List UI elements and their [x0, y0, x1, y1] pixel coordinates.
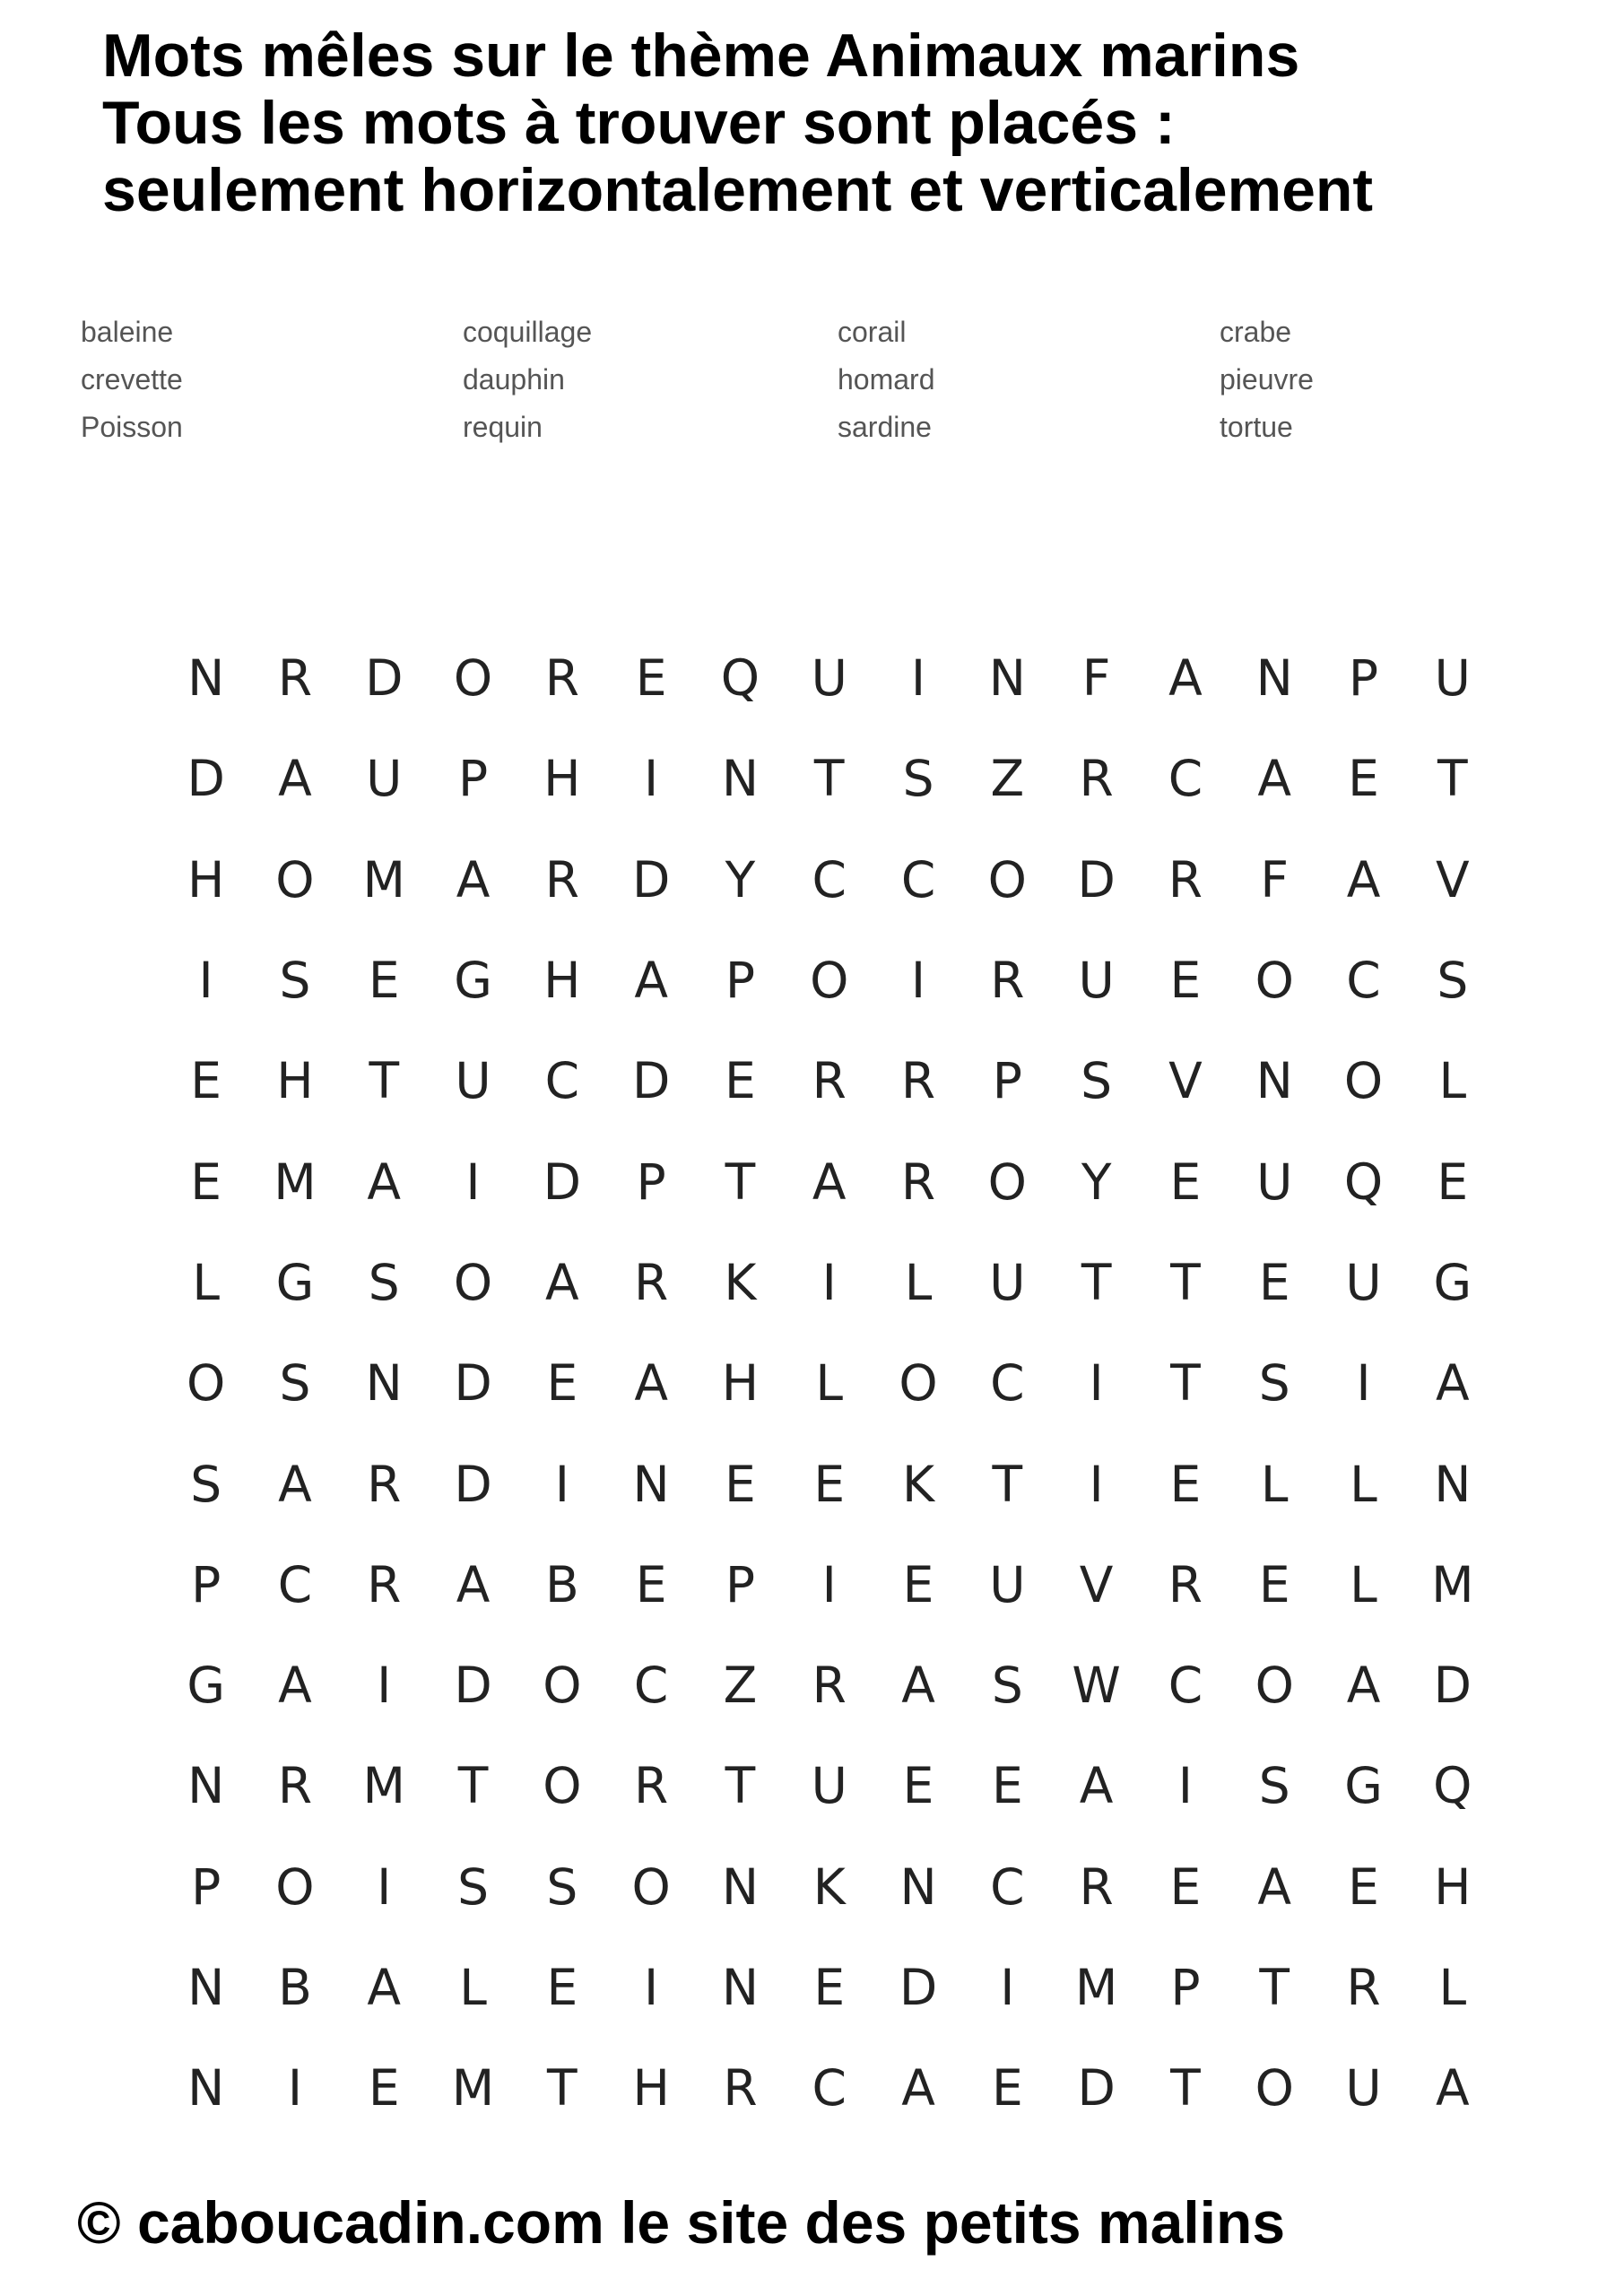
- grid-cell[interactable]: E: [1348, 1857, 1379, 1916]
- grid-cell[interactable]: L: [1438, 1052, 1467, 1110]
- grid-cell[interactable]: D: [454, 1455, 492, 1513]
- grid-cell[interactable]: P: [1348, 649, 1379, 708]
- grid-cell[interactable]: U: [1078, 952, 1115, 1010]
- grid-cell[interactable]: E: [635, 649, 667, 708]
- grid-cell[interactable]: T: [1437, 750, 1468, 808]
- grid-cell[interactable]: T: [369, 1052, 400, 1110]
- grid-cell[interactable]: V: [1168, 1052, 1203, 1110]
- grid-cell[interactable]: E: [1169, 1152, 1202, 1211]
- grid-cell[interactable]: O: [631, 1857, 671, 1916]
- grid-cell[interactable]: E: [1169, 1857, 1202, 1916]
- grid-cell[interactable]: U: [1345, 1253, 1382, 1311]
- grid-cell[interactable]: O: [543, 1757, 582, 1815]
- grid-cell[interactable]: I: [1089, 1455, 1104, 1513]
- grid-cell[interactable]: R: [634, 1757, 669, 1815]
- grid-cell[interactable]: N: [187, 649, 225, 708]
- grid-cell[interactable]: L: [1260, 1455, 1289, 1513]
- grid-cell[interactable]: C: [544, 1052, 580, 1110]
- grid-cell[interactable]: E: [546, 1354, 578, 1413]
- grid-cell[interactable]: N: [187, 1757, 225, 1815]
- grid-cell[interactable]: S: [368, 1253, 400, 1311]
- grid-cell[interactable]: E: [991, 1757, 1023, 1815]
- grid-cell[interactable]: C: [633, 1657, 669, 1715]
- title-line-3: seulement horizontalement et verticalement: [102, 156, 1374, 224]
- grid-cell[interactable]: E: [813, 1455, 846, 1513]
- grid-cell[interactable]: R: [812, 1657, 847, 1715]
- grid-cell[interactable]: D: [899, 1959, 938, 2016]
- grid-cell[interactable]: M: [274, 1152, 317, 1211]
- grid-cell[interactable]: N: [721, 1959, 759, 2016]
- grid-cell[interactable]: R: [1079, 750, 1114, 808]
- grid-cell[interactable]: E: [725, 1455, 756, 1513]
- grid-cell[interactable]: P: [191, 1555, 221, 1613]
- grid-cell[interactable]: E: [635, 1555, 667, 1613]
- grid-cell[interactable]: H: [543, 952, 581, 1010]
- grid-cell[interactable]: E: [725, 1052, 756, 1110]
- word-list-item: coquillage: [463, 316, 593, 348]
- grid-cell[interactable]: A: [278, 1657, 312, 1715]
- grid-cell[interactable]: G: [1344, 1757, 1383, 1815]
- grid-cell[interactable]: E: [546, 1959, 578, 2016]
- grid-cell[interactable]: Z: [990, 750, 1025, 808]
- grid-cell[interactable]: R: [1168, 850, 1203, 909]
- grid-cell[interactable]: A: [278, 750, 312, 808]
- grid-cell[interactable]: H: [543, 750, 581, 808]
- grid-cell[interactable]: D: [1077, 850, 1116, 909]
- grid-cell[interactable]: C: [812, 2059, 847, 2118]
- grid-cell[interactable]: T: [1081, 1253, 1112, 1311]
- grid-cell[interactable]: P: [636, 1152, 666, 1211]
- grid-cell[interactable]: H: [721, 1354, 760, 1413]
- grid-cell[interactable]: U: [455, 1052, 491, 1110]
- grid-cell[interactable]: A: [367, 1959, 402, 2016]
- grid-cell[interactable]: D: [454, 1354, 492, 1413]
- grid-cell[interactable]: A: [1257, 1857, 1292, 1916]
- grid-cell[interactable]: E: [368, 952, 400, 1010]
- grid-cell[interactable]: E: [190, 1052, 222, 1110]
- grid-cell[interactable]: A: [901, 2059, 935, 2118]
- grid-cell[interactable]: O: [543, 1657, 582, 1715]
- grid-cell[interactable]: R: [1346, 1959, 1381, 2016]
- grid-cell[interactable]: S: [457, 1857, 489, 1916]
- grid-cell[interactable]: A: [1168, 649, 1203, 708]
- grid-cell[interactable]: N: [721, 1857, 759, 1916]
- word-list-item: dauphin: [463, 363, 565, 396]
- grid-cell[interactable]: A: [812, 1152, 847, 1211]
- grid-cell[interactable]: D: [631, 850, 671, 909]
- grid-cell[interactable]: R: [367, 1555, 402, 1613]
- grid-cell[interactable]: I: [644, 1959, 659, 2016]
- grid-cell[interactable]: C: [990, 1354, 1025, 1413]
- grid-cell[interactable]: I: [1000, 1959, 1015, 2016]
- grid-cell[interactable]: K: [812, 1857, 846, 1916]
- grid-cell[interactable]: O: [453, 649, 493, 708]
- grid-cell[interactable]: O: [810, 952, 849, 1010]
- grid-cell[interactable]: R: [1079, 1857, 1114, 1916]
- grid-cell[interactable]: Y: [1081, 1152, 1112, 1211]
- grid-cell[interactable]: N: [1255, 1052, 1293, 1110]
- grid-cell[interactable]: E: [813, 1959, 846, 2016]
- grid-cell[interactable]: O: [275, 850, 315, 909]
- grid-cell[interactable]: S: [1437, 952, 1469, 1010]
- grid-cell[interactable]: I: [377, 1857, 392, 1916]
- grid-cell[interactable]: S: [546, 1857, 578, 1916]
- grid-cell[interactable]: L: [1350, 1555, 1377, 1613]
- grid-cell[interactable]: S: [1258, 1354, 1290, 1413]
- grid-cell[interactable]: O: [453, 1253, 493, 1311]
- grid-cell[interactable]: S: [279, 1354, 311, 1413]
- grid-cell[interactable]: D: [1433, 1657, 1472, 1715]
- grid-cell[interactable]: T: [992, 1455, 1023, 1513]
- grid-cell[interactable]: I: [821, 1253, 837, 1311]
- grid-cell[interactable]: I: [198, 952, 213, 1010]
- grid-cell[interactable]: T: [1259, 1959, 1290, 2016]
- word-list-item: crabe: [1220, 316, 1292, 348]
- grid-cell[interactable]: T: [813, 750, 845, 808]
- grid-cell[interactable]: N: [365, 1354, 403, 1413]
- grid-cell[interactable]: H: [1434, 1857, 1472, 1916]
- grid-cell[interactable]: N: [1434, 1455, 1472, 1513]
- grid-cell[interactable]: I: [465, 1152, 481, 1211]
- grid-cell[interactable]: S: [279, 952, 311, 1010]
- grid-cell[interactable]: U: [811, 1757, 847, 1815]
- grid-cell[interactable]: U: [989, 1253, 1026, 1311]
- grid-cell[interactable]: M: [362, 1757, 405, 1815]
- grid-cell[interactable]: E: [368, 2059, 400, 2118]
- grid-cell[interactable]: N: [721, 750, 759, 808]
- grid-cell[interactable]: O: [987, 1152, 1027, 1211]
- grid-cell[interactable]: R: [1168, 1555, 1203, 1613]
- grid-cell[interactable]: E: [902, 1555, 934, 1613]
- grid-cell[interactable]: C: [990, 1857, 1025, 1916]
- grid-cell[interactable]: R: [544, 850, 579, 909]
- grid-cell[interactable]: O: [187, 1354, 226, 1413]
- grid-cell[interactable]: P: [725, 1555, 756, 1613]
- grid-cell[interactable]: A: [1346, 1657, 1381, 1715]
- grid-cell[interactable]: B: [278, 1959, 312, 2016]
- grid-cell[interactable]: A: [1257, 750, 1292, 808]
- grid-cell[interactable]: H: [187, 850, 225, 909]
- grid-cell[interactable]: A: [1435, 1354, 1470, 1413]
- word-list-item: requin: [463, 411, 543, 443]
- grid-cell[interactable]: E: [991, 2059, 1023, 2118]
- grid-cell[interactable]: A: [545, 1253, 579, 1311]
- grid-cell[interactable]: T: [1170, 2059, 1201, 2118]
- page-title: [102, 22, 1609, 224]
- grid-cell[interactable]: Q: [720, 649, 760, 708]
- grid-cell[interactable]: H: [276, 1052, 314, 1110]
- grid-cell[interactable]: L: [904, 1253, 933, 1311]
- grid-cell[interactable]: E: [1258, 1253, 1290, 1311]
- grid-cell[interactable]: A: [456, 850, 491, 909]
- grid-cell[interactable]: V: [1435, 850, 1470, 909]
- grid-cell[interactable]: I: [910, 952, 926, 1010]
- grid-cell[interactable]: S: [1258, 1757, 1290, 1815]
- grid-cell[interactable]: S: [1081, 1052, 1113, 1110]
- grid-cell[interactable]: E: [1169, 952, 1202, 1010]
- grid-cell[interactable]: A: [634, 952, 668, 1010]
- grid-cell[interactable]: M: [1074, 1959, 1118, 2016]
- grid-cell[interactable]: B: [544, 1555, 579, 1613]
- grid-cell[interactable]: R: [277, 649, 313, 708]
- grid-cell[interactable]: S: [190, 1455, 222, 1513]
- grid-cell[interactable]: P: [457, 750, 489, 808]
- grid-cell[interactable]: C: [1346, 952, 1381, 1010]
- grid-cell[interactable]: O: [1255, 952, 1294, 1010]
- grid-cell[interactable]: U: [1345, 2059, 1382, 2118]
- grid-cell[interactable]: C: [1168, 750, 1203, 808]
- grid-cell[interactable]: G: [275, 1253, 315, 1311]
- grid-cell[interactable]: I: [1356, 1354, 1371, 1413]
- grid-cell[interactable]: I: [910, 649, 926, 708]
- grid-cell[interactable]: R: [812, 1052, 847, 1110]
- grid-cell[interactable]: C: [812, 850, 847, 909]
- grid-cell[interactable]: Y: [725, 850, 756, 909]
- grid-cell[interactable]: A: [456, 1555, 491, 1613]
- word-list-item: baleine: [81, 316, 174, 348]
- grid-cell[interactable]: Q: [1343, 1152, 1384, 1211]
- grid-cell[interactable]: D: [631, 1052, 671, 1110]
- grid-cell[interactable]: U: [1256, 1152, 1293, 1211]
- grid-cell[interactable]: P: [1170, 1959, 1201, 2016]
- grid-cell[interactable]: L: [192, 1253, 220, 1311]
- grid-cell[interactable]: M: [451, 2059, 495, 2118]
- grid-cell[interactable]: P: [191, 1857, 221, 1916]
- grid-cell[interactable]: K: [724, 1253, 757, 1311]
- grid-cell[interactable]: T: [457, 1757, 489, 1815]
- grid-cell[interactable]: L: [1438, 1959, 1467, 2016]
- grid-cell[interactable]: A: [901, 1657, 935, 1715]
- grid-cell[interactable]: P: [725, 952, 756, 1010]
- grid-cell[interactable]: N: [632, 1455, 670, 1513]
- grid-cell[interactable]: I: [554, 1455, 569, 1513]
- grid-cell[interactable]: O: [1255, 1657, 1294, 1715]
- grid-cell[interactable]: N: [988, 649, 1026, 708]
- grid-cell[interactable]: C: [277, 1555, 313, 1613]
- grid-cell[interactable]: W: [1072, 1657, 1121, 1715]
- grid-cell[interactable]: A: [1346, 850, 1381, 909]
- grid-cell[interactable]: O: [987, 850, 1027, 909]
- footer-credit: © caboucadin.com le site des petits malins: [77, 2189, 1286, 2256]
- grid-cell[interactable]: U: [989, 1555, 1026, 1613]
- grid-cell[interactable]: N: [187, 2059, 225, 2118]
- grid-cell[interactable]: D: [1077, 2059, 1116, 2118]
- grid-cell[interactable]: G: [187, 1657, 225, 1715]
- grid-cell[interactable]: I: [644, 750, 659, 808]
- grid-cell[interactable]: R: [723, 2059, 758, 2118]
- grid-cell[interactable]: F: [1081, 649, 1111, 708]
- grid-cell[interactable]: R: [544, 649, 579, 708]
- grid-cell[interactable]: K: [901, 1455, 935, 1513]
- grid-cell[interactable]: R: [900, 1052, 936, 1110]
- grid-cell[interactable]: U: [366, 750, 403, 808]
- grid-cell[interactable]: I: [287, 2059, 303, 2118]
- grid-cell[interactable]: S: [902, 750, 934, 808]
- grid-cell[interactable]: A: [1435, 2059, 1470, 2118]
- grid-cell[interactable]: S: [991, 1657, 1023, 1715]
- word-list-item: Poisson: [81, 411, 183, 443]
- grid-cell[interactable]: D: [187, 750, 225, 808]
- grid-cell[interactable]: E: [190, 1152, 222, 1211]
- word-list: [81, 316, 1426, 458]
- grid-cell[interactable]: I: [1177, 1757, 1194, 1815]
- grid-cell[interactable]: O: [899, 1354, 938, 1413]
- title-line-1: Mots mêles sur le thème Animaux marins: [102, 22, 1300, 90]
- word-list-item: crevette: [81, 363, 183, 396]
- grid-cell[interactable]: I: [821, 1555, 837, 1613]
- grid-cell[interactable]: H: [632, 2059, 670, 2118]
- grid-cell[interactable]: E: [1169, 1455, 1202, 1513]
- grid-cell[interactable]: R: [900, 1152, 936, 1211]
- title-line-2: Tous les mots à trouver sont placés :: [102, 89, 1176, 157]
- grid-cell[interactable]: U: [811, 649, 847, 708]
- grid-cell[interactable]: C: [900, 850, 936, 909]
- grid-cell[interactable]: A: [278, 1455, 312, 1513]
- grid-cell[interactable]: G: [454, 952, 492, 1010]
- word-list-item: pieuvre: [1220, 363, 1314, 396]
- grid-cell[interactable]: R: [634, 1253, 669, 1311]
- grid-cell[interactable]: N: [1255, 649, 1293, 708]
- grid-cell[interactable]: A: [1079, 1757, 1114, 1815]
- grid-cell[interactable]: L: [459, 1959, 487, 2016]
- grid-cell[interactable]: I: [1089, 1354, 1104, 1413]
- grid-cell[interactable]: D: [454, 1657, 492, 1715]
- grid-cell[interactable]: R: [277, 1757, 313, 1815]
- word-list-item: tortue: [1220, 411, 1293, 443]
- grid-cell[interactable]: E: [1258, 1555, 1290, 1613]
- grid-cell[interactable]: O: [1343, 1052, 1384, 1110]
- grid-cell[interactable]: R: [367, 1455, 402, 1513]
- grid-cell[interactable]: E: [902, 1757, 934, 1815]
- grid-cell[interactable]: D: [543, 1152, 582, 1211]
- grid-cell[interactable]: M: [362, 850, 405, 909]
- grid-cell[interactable]: V: [1079, 1555, 1114, 1613]
- grid-cell[interactable]: L: [1350, 1455, 1377, 1513]
- grid-cell[interactable]: U: [1434, 649, 1471, 708]
- grid-cell[interactable]: T: [725, 1757, 756, 1815]
- grid-cell[interactable]: E: [1348, 750, 1379, 808]
- grid-cell[interactable]: G: [1433, 1253, 1472, 1311]
- grid-cell[interactable]: T: [1170, 1253, 1201, 1311]
- grid-cell[interactable]: T: [1170, 1354, 1201, 1413]
- word-list-item: homard: [838, 363, 935, 396]
- grid-cell[interactable]: I: [377, 1657, 392, 1715]
- grid-cell[interactable]: O: [275, 1857, 315, 1916]
- word-list-item: corail: [838, 316, 907, 348]
- grid-cell[interactable]: A: [634, 1354, 668, 1413]
- grid-cell[interactable]: D: [365, 649, 404, 708]
- grid-cell[interactable]: Q: [1433, 1757, 1472, 1815]
- letter-grid: [161, 628, 1484, 2148]
- grid-cell[interactable]: A: [367, 1152, 402, 1211]
- grid-cell[interactable]: N: [187, 1959, 225, 2016]
- grid-cell[interactable]: E: [1437, 1152, 1469, 1211]
- grid-cell[interactable]: C: [1168, 1657, 1203, 1715]
- grid-cell[interactable]: Z: [723, 1657, 758, 1715]
- grid-cell[interactable]: P: [992, 1052, 1022, 1110]
- word-list-item: sardine: [838, 411, 932, 443]
- grid-cell[interactable]: T: [547, 2059, 578, 2118]
- grid-cell[interactable]: M: [1431, 1555, 1474, 1613]
- grid-cell[interactable]: T: [725, 1152, 756, 1211]
- grid-cell[interactable]: N: [899, 1857, 937, 1916]
- grid-cell[interactable]: R: [990, 952, 1025, 1010]
- grid-cell[interactable]: L: [815, 1354, 844, 1413]
- grid-cell[interactable]: F: [1260, 850, 1290, 909]
- grid-cell[interactable]: O: [1255, 2059, 1294, 2118]
